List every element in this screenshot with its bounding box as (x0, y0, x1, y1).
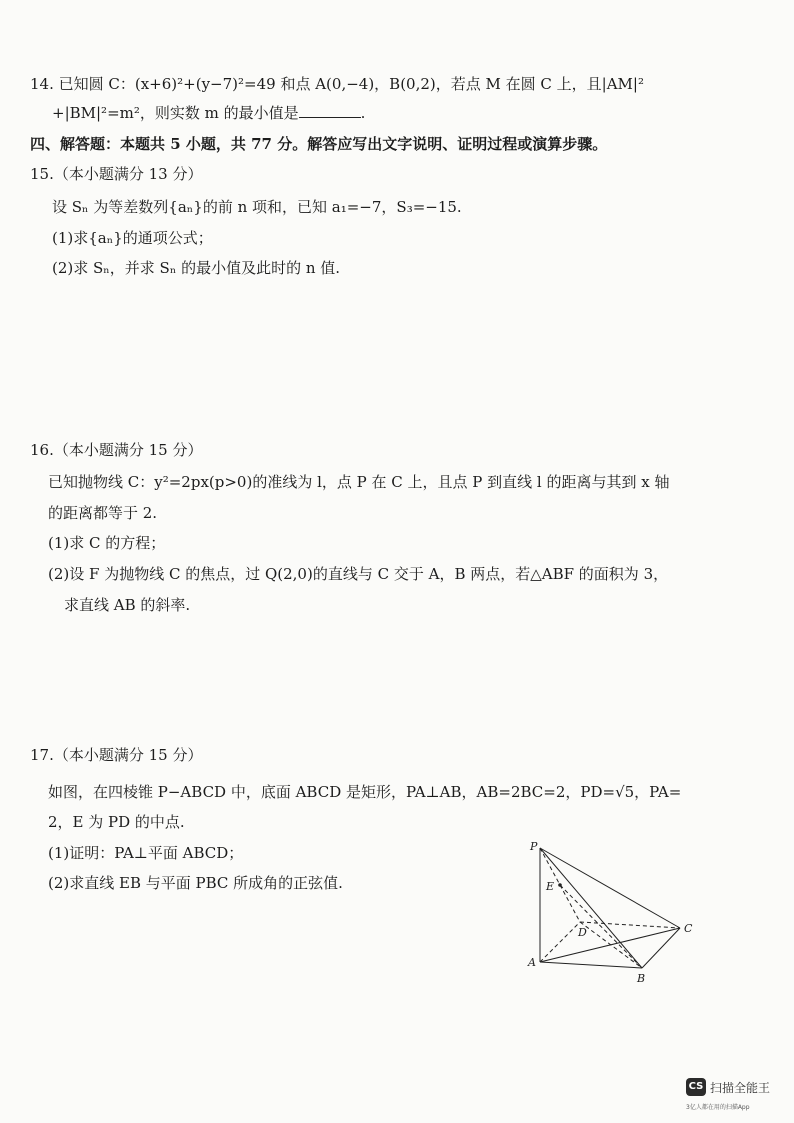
q14-line2-text: +|BM|²=m²，则实数 m 的最小值是 (52, 104, 299, 122)
q14-line2 (52, 103, 365, 123)
pyramid-figure (520, 836, 710, 986)
q15-header: 15.（本小题满分 13 分） (30, 165, 203, 183)
q14-line2-end: . (360, 104, 366, 122)
label-a: A (528, 956, 536, 969)
q17-header: 17.（本小题满分 15 分） (30, 746, 203, 764)
edge-eb (560, 885, 642, 968)
label-c: C (684, 922, 693, 935)
q17-stem2: 2，E 为 PD 的中点. (48, 813, 185, 831)
point-e (558, 883, 562, 887)
label-d: D (578, 926, 587, 939)
q17-part2: (2)求直线 EB 与平面 PBC 所成角的正弦值. (48, 874, 343, 892)
q14-line1: 14. 已知圆 C：(x+6)²+(y−7)²=49 和点 A(0,−4)，B(0,2)，若点 M 在圆 C 上，且|AM|² (30, 75, 644, 93)
q16-part2b: 求直线 AB 的斜率. (64, 596, 191, 614)
edge-dc (580, 922, 680, 928)
watermark-tagline: 3亿人都在用的扫描App (686, 1104, 750, 1111)
q15-stem: 设 Sₙ 为等差数列{aₙ}的前 n 项和，已知 a₁=−7，S₃=−15. (52, 198, 462, 216)
q17-stem1: 如图，在四棱锥 P−ABCD 中，底面 ABCD 是矩形，PA⊥AB，AB=2BC=2，PD=√5，PA= (48, 783, 682, 801)
edge-pc (540, 848, 680, 928)
q16-stem2: 的距离都等于 2. (48, 504, 158, 522)
label-e: E (546, 880, 555, 893)
edge-ab (540, 962, 642, 968)
q16-part2a: (2)设 F 为抛物线 C 的焦点，过 Q(2,0)的直线与 C 交于 A，B 两点，若△ABF 的面积为 3， (48, 565, 669, 583)
watermark-name: 扫描全能王 (710, 1081, 771, 1095)
section4-heading: 四、解答题：本题共 5 小题，共 77 分。解答应写出文字说明、证明过程或演算步骤。 (30, 135, 608, 153)
label-p: P (530, 840, 538, 853)
edge-ad (540, 922, 580, 962)
answer-blank[interactable] (299, 103, 361, 118)
label-b: B (637, 972, 646, 985)
edge-ac (540, 928, 680, 962)
q15-part1: (1)求{aₙ}的通项公式； (52, 229, 213, 247)
q16-header: 16.（本小题满分 15 分） (30, 441, 203, 459)
edge-db (580, 922, 642, 968)
q15-part2: (2)求 Sₙ，并求 Sₙ 的最小值及此时的 n 值. (52, 259, 341, 277)
edge-bc (642, 928, 680, 968)
q17-part1: (1)证明：PA⊥平面 ABCD； (48, 844, 244, 862)
q16-stem1: 已知抛物线 C：y²=2px(p>0)的准线为 l，点 P 在 C 上，且点 P 到直线 l 的距离与其到 x 轴 (48, 473, 670, 491)
q16-part1: (1)求 C 的方程； (48, 534, 166, 552)
camscanner-logo-icon: CS (686, 1078, 706, 1096)
